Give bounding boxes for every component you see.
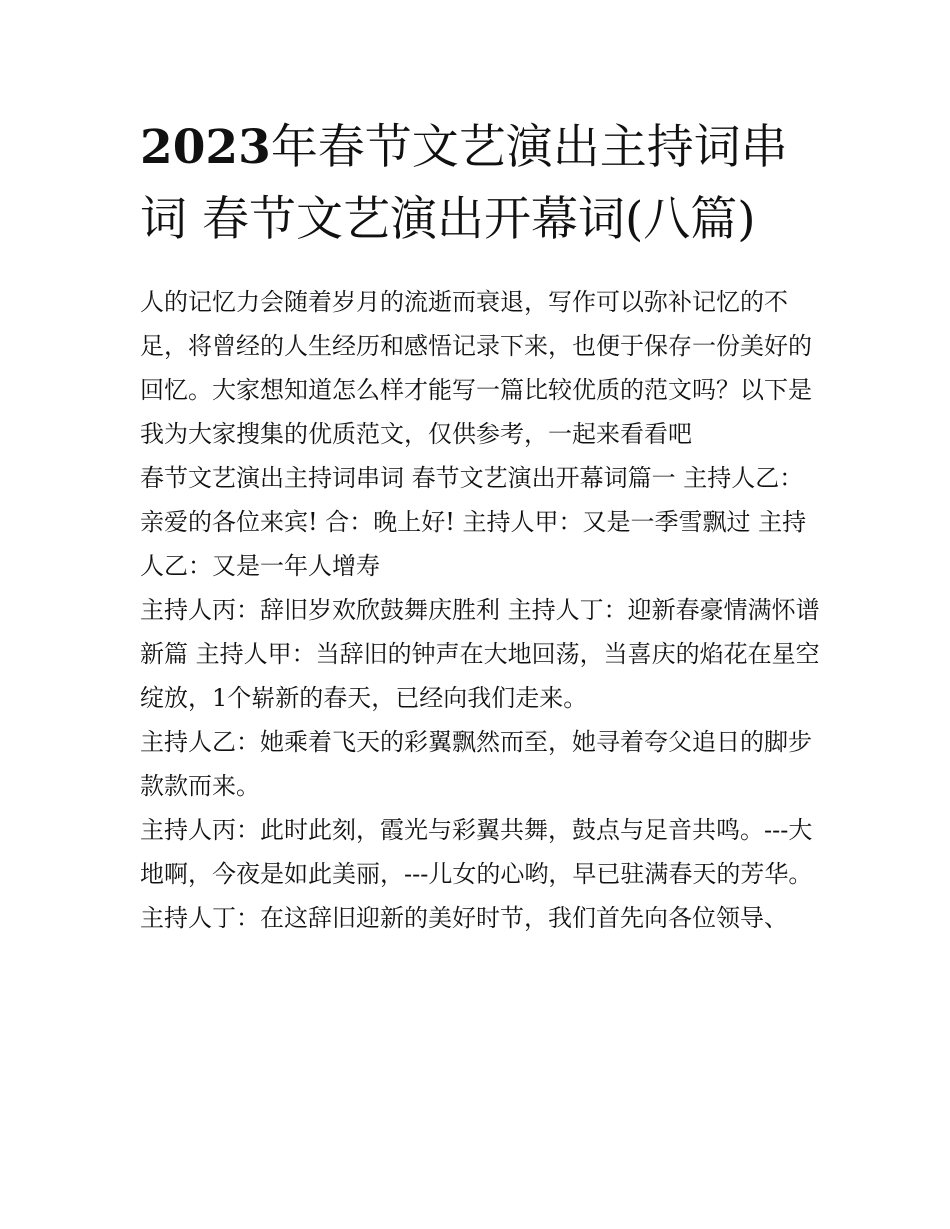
title-year: 2023 xyxy=(140,120,271,175)
paragraph-intro: 人的记忆力会随着岁月的流逝而衰退，写作可以弥补记忆的不足，将曾经的人生经历和感悟记录下来，也便于保存一份美好的回忆。大家想知道怎么样才能写一篇比较优质的范文吗？以下是我为大家搜集的优质范文，仅供参考，一起来看看吧 xyxy=(140,288,812,448)
document-body xyxy=(140,280,820,940)
document-title xyxy=(140,112,820,256)
paragraph-opening: 春节文艺演出主持词串词 春节文艺演出开幕词篇一 主持人乙：亲爱的各位来宾! 合：晚上好! 主持人甲：又是一季雪飘过 主持人乙：又是一年人增寿 xyxy=(140,464,807,580)
paragraph-host-bing: 主持人丙：此时此刻，霞光与彩翼共舞，鼓点与足音共鸣。---大地啊，今夜是如此美丽，---儿女的心哟，早已驻满春天的芳华。 xyxy=(140,816,813,888)
paragraph-host-yi: 主持人乙：她乘着飞天的彩翼飘然而至，她寻着夸父追日的脚步款款而来。 xyxy=(140,728,812,800)
paragraph-host-bing-ding: 主持人丙：辞旧岁欢欣鼓舞庆胜利 主持人丁：迎新春豪情满怀谱新篇 主持人甲：当辞旧的钟声在大地回荡，当喜庆的焰花在星空绽放，1个崭新的春天，已经向我们走来。 xyxy=(140,596,820,712)
title-text: 年春节文艺演出主持词串词 春节文艺演出开幕词(八篇) xyxy=(140,120,788,247)
paragraph-host-ding: 主持人丁：在这辞旧迎新的美好时节，我们首先向各位领导、 xyxy=(140,904,788,932)
